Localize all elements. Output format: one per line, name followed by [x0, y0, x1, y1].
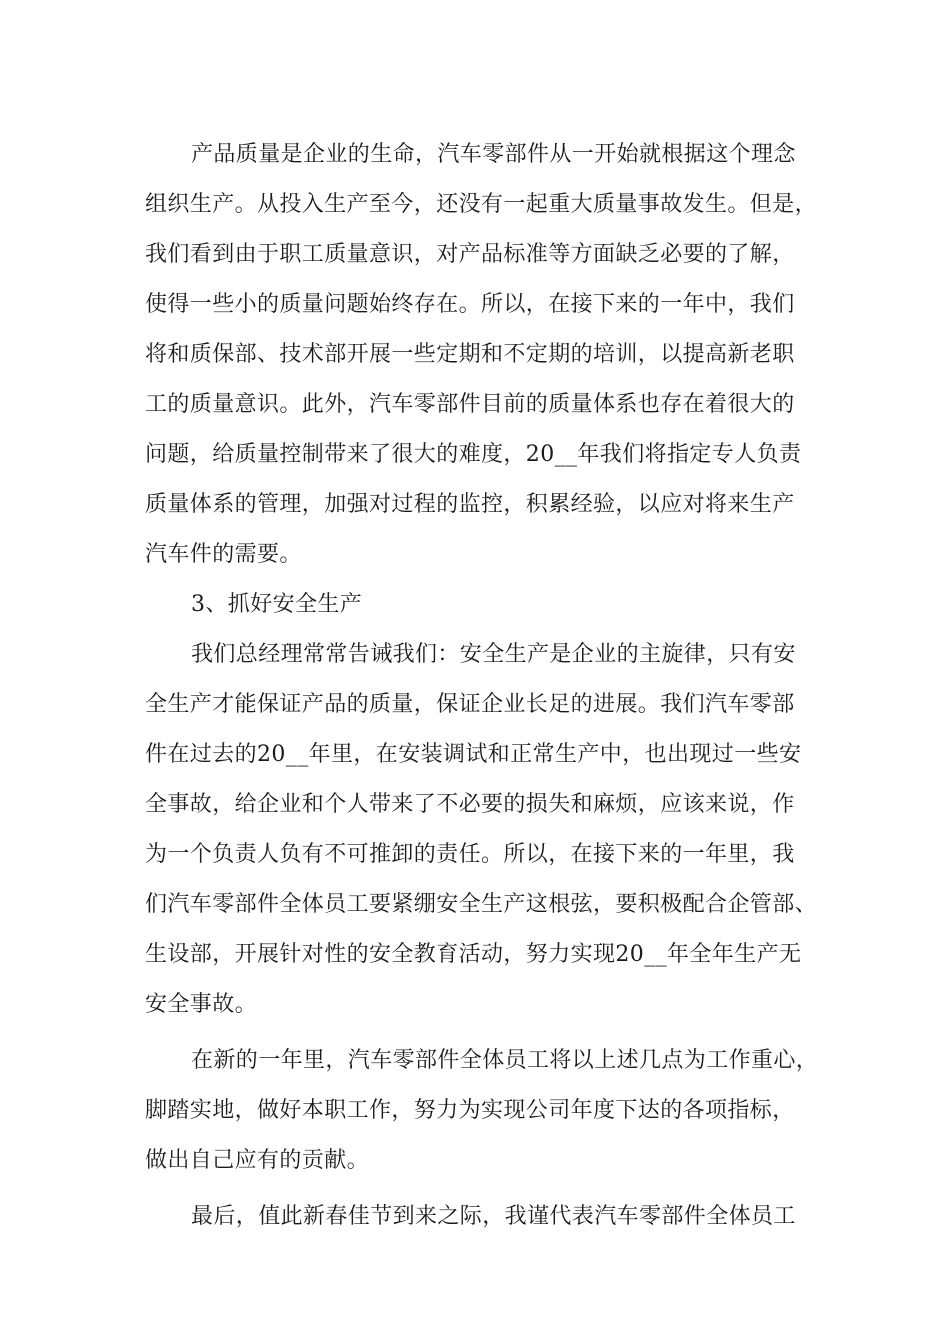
paragraph-quality-line-4: 使得一些小的质量问题始终存在。所以，在接下来的一年中，我们 [145, 292, 795, 317]
document-body [145, 130, 825, 1242]
paragraph-safety-line-2: 全生产才能保证产品的质量，保证企业长足的进展。我们汽车零部 [145, 692, 795, 717]
paragraph-quality-line-3: 我们看到由于职工质量意识，对产品标准等方面缺乏必要的了解， [145, 242, 795, 267]
paragraph-safety-line-3: 件在过去的20__年里，在安装调试和正常生产中，也出现过一些安 [145, 742, 802, 767]
paragraph-quality-line-2: 组织生产。从投入生产至今，还没有一起重大质量事故发生。但是， [145, 192, 818, 217]
paragraph-quality-line-7: 问题，给质量控制带来了很大的难度，20__年我们将指定专人负责 [145, 442, 802, 467]
paragraph-safety-line-4: 全事故，给企业和个人带来了不必要的损失和麻烦，应该来说，作 [145, 792, 795, 817]
paragraph-quality-line-1: 产品质量是企业的生命，汽车零部件从一开始就根据这个理念 [191, 142, 796, 167]
section-heading-safety: 3、抓好安全生产 [191, 592, 363, 617]
paragraph-safety-line-5: 为一个负责人负有不可推卸的责任。所以，在接下来的一年里，我 [145, 842, 795, 867]
paragraph-quality-line-8: 质量体系的管理，加强对过程的监控，积累经验，以应对将来生产 [145, 492, 795, 517]
paragraph-quality-line-6: 工的质量意识。此外，汽车零部件目前的质量体系也存在着很大的 [145, 392, 795, 417]
paragraph-newyear-line-3: 做出自己应有的贡献。 [145, 1148, 370, 1173]
paragraph-safety-line-7: 生设部，开展针对性的安全教育活动，努力实现20__年全年生产无 [145, 942, 802, 967]
paragraph-newyear-line-1: 在新的一年里，汽车零部件全体员工将以上述几点为工作重心， [191, 1048, 819, 1073]
paragraph-safety-line-1: 我们总经理常常告诫我们：安全生产是企业的主旋律，只有安 [191, 642, 796, 667]
paragraph-safety-line-6: 们汽车零部件全体员工要紧绷安全生产这根弦，要积极配合企管部、 [145, 892, 818, 917]
paragraph-quality-line-5: 将和质保部、技术部开展一些定期和不定期的培训，以提高新老职 [145, 342, 795, 367]
paragraph-closing-line-1: 最后，值此新春佳节到来之际，我谨代表汽车零部件全体员工 [191, 1204, 796, 1229]
paragraph-quality-line-9: 汽车件的需要。 [145, 542, 302, 567]
paragraph-newyear-line-2: 脚踏实地，做好本职工作，努力为实现公司年度下达的各项指标， [145, 1098, 795, 1123]
paragraph-safety-line-8: 安全事故。 [145, 992, 258, 1017]
